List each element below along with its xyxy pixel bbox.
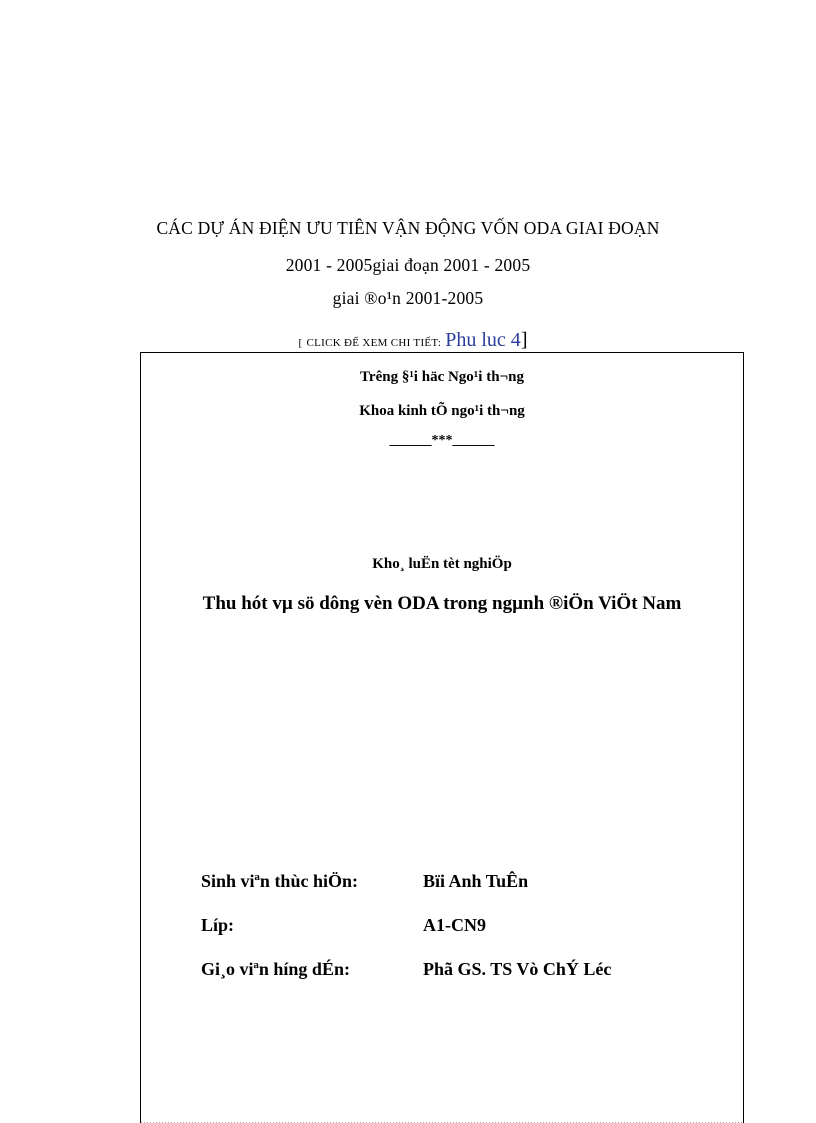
faculty-name: Khoa kinh tÕ ngo¹i th¬ng [359, 403, 525, 419]
thesis-type: Kho¸ luËn tèt nghiÖp [372, 556, 512, 572]
class-value: A1-CN9 [423, 915, 486, 935]
decorative-separator: ______***______ [389, 433, 495, 448]
university-name: Trêng §¹i häc Ngo¹i th¬ng [360, 369, 524, 385]
click-prefix-text: CLICK ĐỂ XEM CHI TIẾT: [306, 337, 442, 349]
student-name: Bïi Anh TuÊn [423, 871, 529, 891]
thesis-title: Thu hót vµ sö dông vèn ODA trong ngµnh ®iÖn ViÖt Nam [202, 593, 682, 614]
document-heading-line-2: 2001 - 2005giai đoạn 2001 - 2005 [285, 255, 531, 275]
detail-link-line [0, 328, 816, 355]
document-heading-line-1: CÁC DỰ ÁN ĐIỆN ƯU TIÊN VẬN ĐỘNG VỐN ODA GIAI ĐOẠN [156, 218, 660, 238]
class-label: Líp: [201, 915, 235, 935]
document-heading-line-3: giai ®o¹n 2001-2005 [332, 288, 484, 308]
student-label: Sinh viªn thùc hiÖn: [201, 871, 358, 891]
appendix-link[interactable]: Phu luc 4 [445, 329, 521, 351]
thesis-cover-page [140, 352, 744, 1123]
supervisor-name: Phã GS. TS Vò ChÝ Léc [423, 959, 612, 979]
supervisor-label: Gi¸o viªn híng dÉn: [201, 959, 350, 979]
bracket-open: [ [298, 337, 303, 349]
bracket-close: ] [520, 329, 528, 351]
